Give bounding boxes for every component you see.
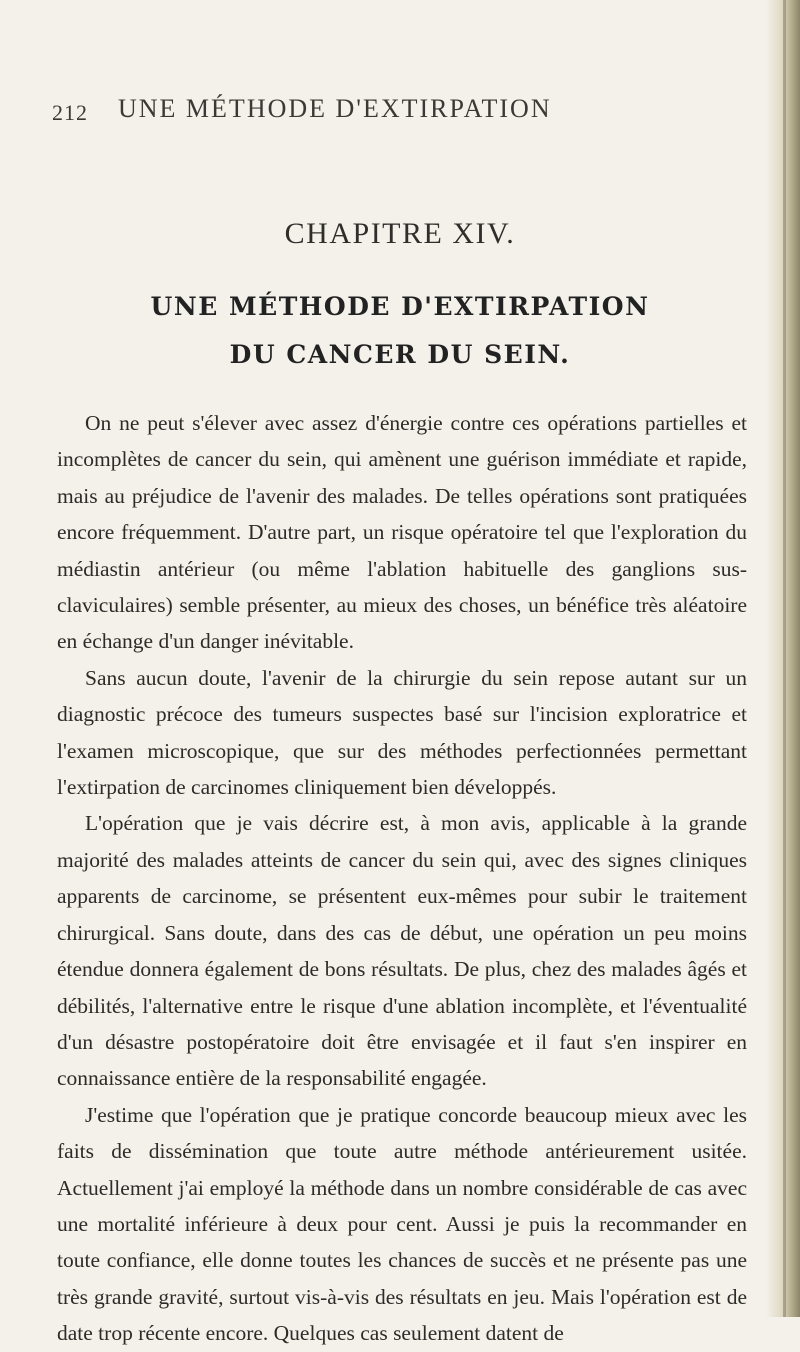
chapter-label: CHAPITRE XIV. [284, 217, 516, 250]
paragraph: On ne peut s'élever avec assez d'énergie contre ces opérations partielles et incomplètes de cancer du sein, qui amènent une guérison immédiate et rapide, mais au préjudice de l'avenir des malades. De telles opérations sont pratiquées encore fréquemment. D'autre part, un risque opératoire tel que l'exploration du médiastin antérieur (ou même l'ablation habituelle des ganglions sus-claviculaires) semble présenter, au mieux des choses, un bénéfice très aléatoire en échange d'un danger inévitable. [57, 411, 747, 654]
page-number: 212 [52, 100, 88, 125]
running-title: UNE MÉTHODE D'EXTIRPATION [118, 94, 552, 123]
chapter-title-line-2: DU CANCER DU SEIN. [229, 340, 571, 369]
paragraph: J'estime que l'opération que je pratique concorde beaucoup mieux avec les faits de dissémination que toute autre méthode antérieurement usitée. Actuellement j'ai employé la méthode dans un nombre considérable de cas avec une mortalité inférieure à deux pour cent. Aussi je puis la recommander en toute confiance, elle donne toutes les chances de succès et ne présente pas une très grande gravité, surtout vis-à-vis des résultats en jeu. Mais l'opération est de date trop récente encore. Quelques cas seulement datent de [57, 1102, 747, 1346]
body-text [57, 405, 747, 1352]
running-header [0, 94, 800, 134]
chapter-title-line-1: UNE MÉTHODE D'EXTIRPATION [150, 292, 650, 321]
page-edge-line [783, 0, 786, 1317]
paragraph: L'opération que je vais décrire est, à mon avis, applicable à la grande majorité des malades atteints de cancer du sein qui, avec des signes cliniques apparents de carcinome, se présentent eux-mêmes pour subir le traitement chirurgical. Sans doute, dans des cas de début, une opération un peu moins étendue donnera également de bons résultats. De plus, chez des malades âgés et débilités, l'alternative entre le risque d'une ablation incomplète, et l'éventualité d'un désastre postopératoire doit être envisagée et il faut s'en inspirer en connaissance entière de la responsabilité engagée. [57, 811, 747, 1091]
paragraph: Sans aucun doute, l'avenir de la chirurgie du sein repose autant sur un diagnostic précoce des tumeurs suspectes basé sur l'incision exploratrice et l'examen microscopique, que sur des méthodes perfectionnées permettant l'extirpation de carcinomes cliniquement bien développés. [57, 665, 747, 800]
